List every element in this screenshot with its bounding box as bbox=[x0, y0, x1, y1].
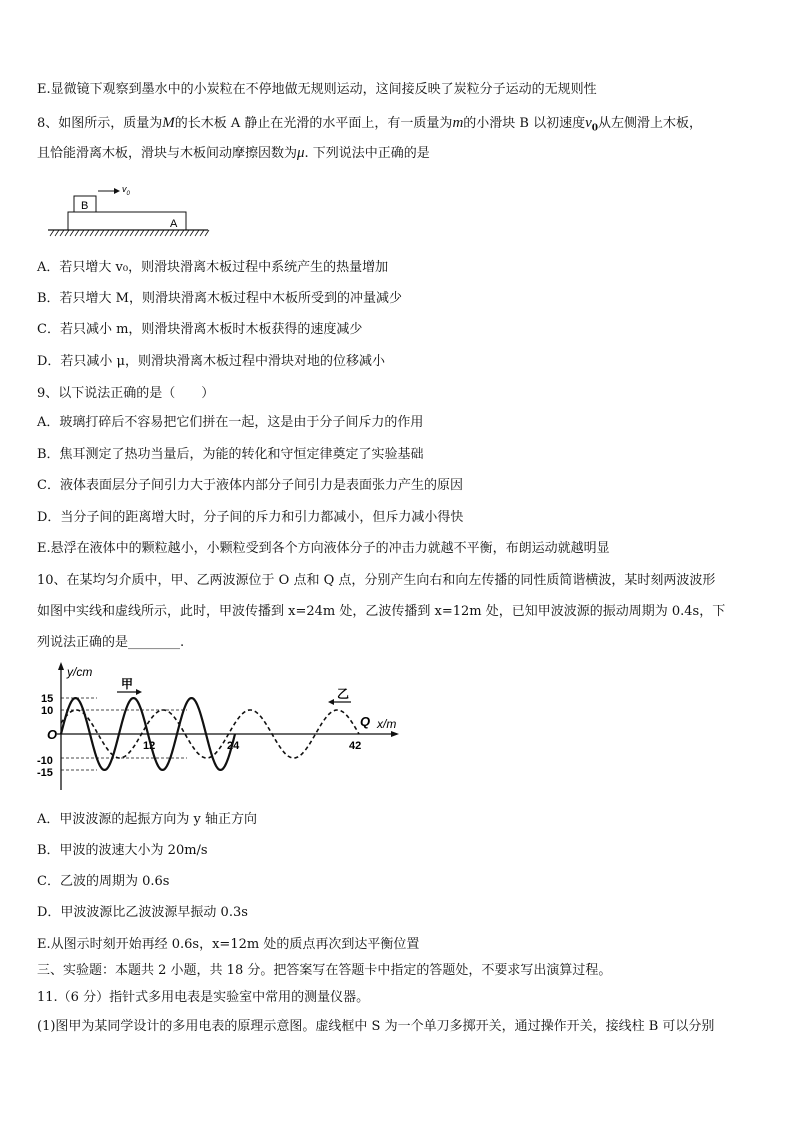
q8-stem-line2 bbox=[37, 144, 430, 163]
jia-arrowhead bbox=[136, 689, 142, 695]
y-tick-neg10: -10 bbox=[37, 755, 53, 767]
q10-stem-line2: 如图中实线和虚线所示，此时，甲波传播到 x=24m 处，乙波传播到 x=12m 处，已知甲波波源的振动周期为 0.4s，下 bbox=[37, 604, 726, 619]
q8-velocity: v bbox=[585, 115, 592, 131]
q8-velocity-sub: 0 bbox=[591, 123, 599, 134]
q8-stem-line1 bbox=[37, 114, 702, 138]
q8-text-d: 从左侧滑上木板， bbox=[598, 116, 703, 131]
q11-stem: 11.（6 分）指针式多用电表是实验室中常用的测量仪器。 bbox=[37, 990, 370, 1005]
q8-text-b: 的长木板 A 静止在光滑的水平面上，有一质量为 bbox=[174, 116, 453, 131]
q10-stem-line1: 10、在某均匀介质中，甲、乙两波源位于 O 点和 Q 点，分别产生向右和向左传播的同性质简谐横波，某时刻两波波形 bbox=[37, 573, 716, 588]
q8-figure bbox=[44, 178, 214, 240]
y-tick-neg15: -15 bbox=[37, 767, 53, 779]
x-tick-24: 24 bbox=[227, 740, 240, 752]
q10-stem-line3: 列说法正确的是________. bbox=[37, 635, 185, 650]
q8-mass-M: M bbox=[162, 115, 175, 131]
q10-option-b: B．甲波的波速大小为 20m/s bbox=[37, 843, 208, 858]
q11-part1: (1)图甲为某同学设计的多用电表的原理示意图。虚线框中 S 为一个单刀多掷开关，通过操作开关，接线柱 B 可以分别 bbox=[37, 1019, 715, 1034]
velocity-arrowhead bbox=[114, 188, 120, 194]
y-tick-10: 10 bbox=[41, 705, 54, 717]
q8-mass-m: m bbox=[452, 115, 464, 131]
q8-option-c: C．若只减小 m，则滑块滑离木板时木板获得的速度减少 bbox=[37, 322, 363, 337]
q8-option-d: D．若只减小 μ，则滑块滑离木板过程中滑块对地的位移减小 bbox=[37, 354, 386, 369]
wave-jia-label: 甲 bbox=[121, 677, 134, 691]
ground-hatch bbox=[50, 230, 209, 236]
board-a bbox=[68, 212, 186, 230]
q8-text-a: 8、如图所示，质量为 bbox=[37, 116, 163, 131]
q9-stem: 9、以下说法正确的是（ ） bbox=[37, 386, 215, 401]
q10-option-c: C．乙波的周期为 0.6s bbox=[37, 874, 170, 889]
q9-option-a: A．玻璃打碎后不容易把它们拼在一起，这是由于分子间斥力的作用 bbox=[37, 415, 424, 430]
x-tick-12: 12 bbox=[143, 740, 156, 752]
q9-option-e: E.悬浮在液体中的颗粒越小，小颗粒受到各个方向液体分子的冲击力就越不平衡，布朗运动就越明显 bbox=[37, 541, 610, 556]
block-b-label: B bbox=[81, 200, 89, 212]
x-axis-label: x/m bbox=[377, 717, 397, 731]
q9-option-d: D．当分子间的距离增大时，分子间的斥力和引力都减小，但斥力减小得快 bbox=[37, 510, 464, 525]
wave-yi-label: 乙 bbox=[337, 687, 350, 701]
x-axis-arrow bbox=[391, 731, 399, 737]
y-tick-15: 15 bbox=[41, 693, 54, 705]
x-tick-42: 42 bbox=[349, 740, 362, 752]
velocity-label: $v_0$ bbox=[122, 184, 130, 197]
origin-label: O bbox=[47, 727, 58, 742]
q8-text-2b: . 下列说法中正确的是 bbox=[304, 146, 430, 161]
board-a-label: A bbox=[170, 218, 178, 230]
q8-mu: μ bbox=[297, 145, 305, 161]
q8-text-c: 的小滑块 B 以初速度 bbox=[463, 116, 586, 131]
q8-option-a: A．若只增大 v₀，则滑块滑离木板过程中系统产生的热量增加 bbox=[37, 260, 389, 275]
q10-wave-figure bbox=[37, 660, 407, 800]
q7-option-e: E.显微镜下观察到墨水中的小炭粒在不停地做无规则运动，这间接反映了炭粒分子运动的无规则性 bbox=[37, 82, 597, 97]
q8-text-2a: 且恰能滑离木板，滑块与木板间动摩擦因数为 bbox=[37, 146, 298, 161]
y-axis-arrow bbox=[58, 662, 64, 670]
q9-option-b: B．焦耳测定了热功当量后，为能的转化和守恒定律奠定了实验基础 bbox=[37, 447, 424, 462]
q10-option-d: D．甲波波源比乙波波源早振动 0.3s bbox=[37, 905, 248, 920]
q10-option-e: E.从图示时刻开始再经 0.6s，x=12m 处的质点再次到达平衡位置 bbox=[37, 937, 420, 952]
yi-arrowhead bbox=[328, 699, 334, 705]
section-3-heading: 三、实验题：本题共 2 小题，共 18 分。把答案写在答题卡中指定的答题处，不要求写出演算过程。 bbox=[37, 963, 612, 978]
q10-option-a: A．甲波波源的起振方向为 y 轴正方向 bbox=[37, 812, 257, 827]
q9-option-c: C．液体表面层分子间引力大于液体内部分子间引力是表面张力产生的原因 bbox=[37, 478, 463, 493]
q-point-label: Q bbox=[360, 714, 371, 729]
y-axis-label: y/cm bbox=[67, 665, 93, 679]
q8-option-b: B．若只增大 M，则滑块滑离木板过程中木板所受到的冲量减少 bbox=[37, 291, 402, 306]
